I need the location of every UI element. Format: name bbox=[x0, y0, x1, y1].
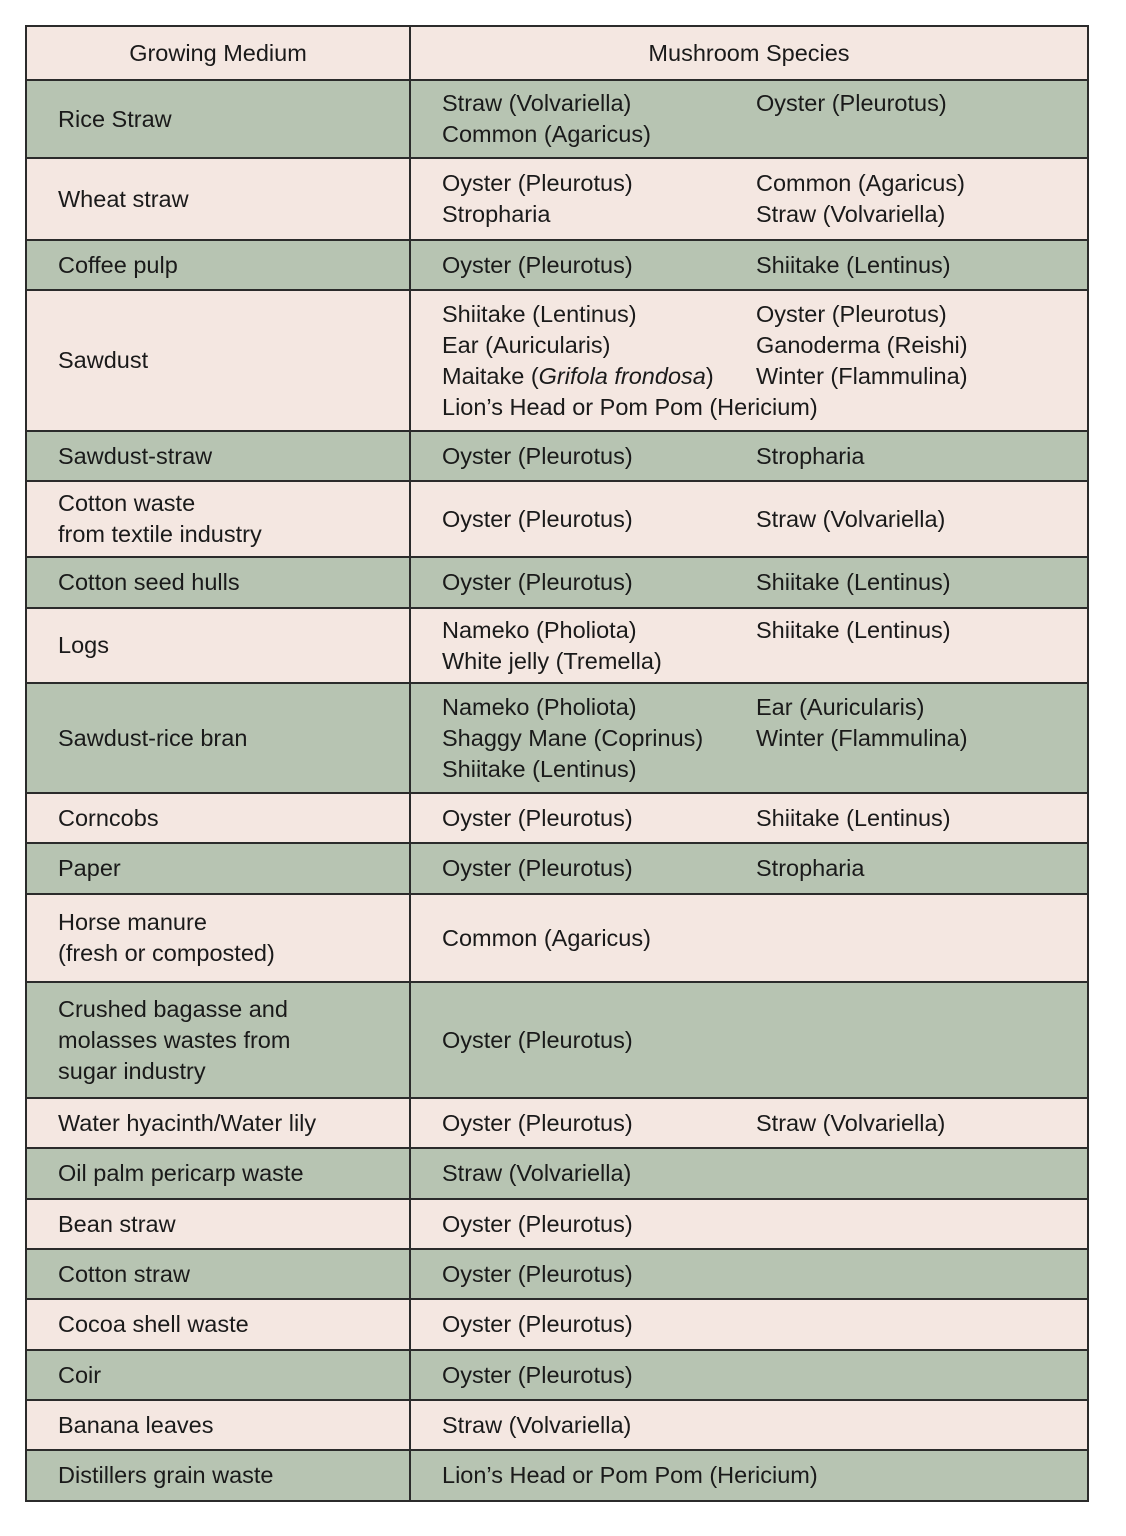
growing-medium-text: Coffee pulp bbox=[58, 251, 178, 278]
species-name: Shiitake (Lentinus) bbox=[756, 251, 951, 278]
species-name: Oyster (Pleurotus) bbox=[442, 1260, 633, 1287]
species-list bbox=[442, 923, 1087, 954]
species-name: Shiitake (Lentinus) bbox=[756, 804, 951, 831]
growing-medium-text: Water hyacinth/Water lily bbox=[58, 1109, 317, 1136]
species-list bbox=[442, 250, 1087, 281]
growing-medium-text: Oil palm pericarp waste bbox=[58, 1160, 304, 1186]
species-name: Maitake (Grifola frondosa) bbox=[442, 362, 714, 389]
growing-medium-text: Wheat straw bbox=[58, 185, 189, 212]
species-name: Oyster (Pleurotus) bbox=[756, 90, 947, 116]
growing-medium-text: Cotton straw bbox=[58, 1260, 190, 1287]
species-name: Ear (Auricularis) bbox=[442, 331, 611, 358]
species-name: Common (Agaricus) bbox=[442, 121, 651, 147]
species-name: Oyster (Pleurotus) bbox=[442, 1311, 633, 1337]
growing-medium-text: Corncobs bbox=[58, 804, 159, 831]
species-name: Ganoderma (Reishi) bbox=[756, 331, 968, 358]
growing-medium-cell bbox=[26, 158, 410, 240]
growing-medium-cell bbox=[26, 1148, 410, 1199]
table-row bbox=[26, 80, 1088, 158]
species-name: Ear (Auricularis) bbox=[756, 693, 925, 720]
growing-medium-cell bbox=[26, 843, 410, 894]
table-row bbox=[26, 1148, 1088, 1199]
growing-medium-text: Sawdust-rice bran bbox=[58, 724, 248, 751]
growing-medium-text: (fresh or composted) bbox=[58, 940, 275, 966]
mushroom-species-cell bbox=[410, 982, 1088, 1098]
table-row bbox=[26, 1299, 1088, 1350]
growing-medium-cell bbox=[26, 1249, 410, 1299]
species-name: White jelly (Tremella) bbox=[442, 647, 662, 674]
table-row bbox=[26, 431, 1088, 481]
species-name: Shiitake (Lentinus) bbox=[756, 569, 951, 595]
species-name: Winter (Flammulina) bbox=[756, 362, 968, 389]
growing-medium-cell bbox=[26, 1199, 410, 1249]
species-name: Straw (Volvariella) bbox=[442, 1160, 632, 1186]
mushroom-species-cell bbox=[410, 683, 1088, 793]
table-row bbox=[26, 843, 1088, 894]
species-name: Oyster (Pleurotus) bbox=[442, 1109, 633, 1136]
table-row bbox=[26, 608, 1088, 683]
growing-medium-cell bbox=[26, 1450, 410, 1501]
species-name: Oyster (Pleurotus) bbox=[442, 1361, 633, 1388]
growing-medium-text: Cocoa shell waste bbox=[58, 1311, 249, 1337]
species-name: Nameko (Pholiota) bbox=[442, 616, 637, 643]
species-list bbox=[442, 504, 1087, 535]
species-list bbox=[442, 1309, 1087, 1340]
table-row bbox=[26, 982, 1088, 1098]
mushroom-species-cell bbox=[410, 793, 1088, 843]
species-name: Straw (Volvariella) bbox=[756, 1109, 946, 1136]
species-name: Straw (Volvariella) bbox=[442, 1411, 632, 1438]
table-body bbox=[26, 80, 1088, 1501]
growing-medium-cell bbox=[26, 793, 410, 843]
growing-medium-text: Sawdust-straw bbox=[58, 442, 213, 469]
growing-medium-text: Sawdust bbox=[58, 347, 149, 373]
growing-medium-text: from textile industry bbox=[58, 521, 262, 547]
growing-medium-cell bbox=[26, 240, 410, 290]
mushroom-species-cell bbox=[410, 1450, 1088, 1501]
growing-medium-cell bbox=[26, 608, 410, 683]
growing-medium-cell bbox=[26, 481, 410, 557]
mushroom-species-cell bbox=[410, 158, 1088, 240]
table-row bbox=[26, 1199, 1088, 1249]
mushroom-species-cell bbox=[410, 481, 1088, 557]
table-row bbox=[26, 290, 1088, 431]
table-row bbox=[26, 240, 1088, 290]
species-name: Oyster (Pleurotus) bbox=[442, 1026, 633, 1053]
growing-medium-text: sugar industry bbox=[58, 1057, 206, 1084]
species-list bbox=[442, 441, 1087, 472]
growing-medium-cell bbox=[26, 80, 410, 158]
mushroom-species-cell bbox=[410, 1098, 1088, 1148]
species-name: Straw (Volvariella) bbox=[756, 505, 946, 532]
table-row bbox=[26, 557, 1088, 608]
mushroom-species-cell bbox=[410, 557, 1088, 608]
mushroom-species-cell bbox=[410, 240, 1088, 290]
species-name: Winter (Flammulina) bbox=[756, 724, 968, 751]
species-list bbox=[442, 1158, 1087, 1189]
mushroom-species-cell bbox=[410, 431, 1088, 481]
growing-medium-cell bbox=[26, 1299, 410, 1350]
species-name: Lion’s Head or Pom Pom (Hericium) bbox=[442, 393, 818, 420]
species-list bbox=[442, 1108, 1087, 1139]
growing-medium-text: Bean straw bbox=[58, 1210, 176, 1237]
table-row bbox=[26, 894, 1088, 982]
growing-medium-cell bbox=[26, 431, 410, 481]
species-name: Common (Agaricus) bbox=[442, 924, 651, 951]
mushroom-species-cell bbox=[410, 843, 1088, 894]
species-name: Lion’s Head or Pom Pom (Hericium) bbox=[442, 1462, 818, 1488]
growing-medium-cell bbox=[26, 1098, 410, 1148]
mushroom-medium-table bbox=[25, 25, 1089, 1502]
growing-medium-text: Distillers grain waste bbox=[58, 1462, 274, 1488]
species-list bbox=[442, 615, 1087, 677]
growing-medium-text: Horse manure bbox=[58, 909, 207, 935]
growing-medium-cell bbox=[26, 557, 410, 608]
species-name: Stropharia bbox=[756, 855, 865, 881]
species-name: Oyster (Pleurotus) bbox=[756, 300, 947, 327]
species-list bbox=[442, 88, 1087, 150]
species-name: Shiitake (Lentinus) bbox=[442, 755, 637, 782]
table-row bbox=[26, 481, 1088, 557]
species-name: Shiitake (Lentinus) bbox=[442, 300, 637, 327]
mushroom-species-cell bbox=[410, 290, 1088, 431]
species-list bbox=[442, 692, 1087, 785]
species-name: Straw (Volvariella) bbox=[442, 90, 632, 116]
species-name: Shaggy Mane (Coprinus) bbox=[442, 724, 704, 751]
species-name: Oyster (Pleurotus) bbox=[442, 251, 633, 278]
header-growing-medium: Growing Medium bbox=[26, 26, 410, 80]
table-row bbox=[26, 793, 1088, 843]
species-name: Straw (Volvariella) bbox=[756, 201, 946, 227]
species-list bbox=[442, 1025, 1087, 1056]
growing-medium-text: Crushed bagasse and bbox=[58, 995, 288, 1022]
table-row bbox=[26, 683, 1088, 793]
growing-medium-text: Paper bbox=[58, 855, 121, 881]
table-row bbox=[26, 158, 1088, 240]
growing-medium-cell bbox=[26, 683, 410, 793]
growing-medium-text: Cotton waste bbox=[58, 490, 196, 516]
species-name: Oyster (Pleurotus) bbox=[442, 855, 633, 881]
mushroom-species-cell bbox=[410, 1299, 1088, 1350]
growing-medium-text: Banana leaves bbox=[58, 1411, 214, 1438]
mushroom-species-cell bbox=[410, 894, 1088, 982]
species-list bbox=[442, 567, 1087, 598]
species-name: Common (Agaricus) bbox=[756, 170, 965, 196]
header-mushroom-species: Mushroom Species bbox=[410, 26, 1088, 80]
species-list bbox=[442, 1460, 1087, 1491]
growing-medium-cell bbox=[26, 1400, 410, 1450]
growing-medium-text: Logs bbox=[58, 632, 109, 658]
species-name: Oyster (Pleurotus) bbox=[442, 505, 633, 532]
species-name: Shiitake (Lentinus) bbox=[756, 616, 951, 643]
mushroom-species-cell bbox=[410, 1148, 1088, 1199]
growing-medium-cell bbox=[26, 290, 410, 431]
species-list bbox=[442, 299, 1087, 423]
species-list bbox=[442, 1209, 1087, 1240]
growing-medium-cell bbox=[26, 1350, 410, 1400]
table-row bbox=[26, 1249, 1088, 1299]
species-name: Oyster (Pleurotus) bbox=[442, 170, 633, 196]
species-name: Stropharia bbox=[756, 442, 865, 469]
species-name: Oyster (Pleurotus) bbox=[442, 804, 633, 831]
species-name: Stropharia bbox=[442, 201, 551, 227]
mushroom-species-cell bbox=[410, 1249, 1088, 1299]
mushroom-species-cell bbox=[410, 1199, 1088, 1249]
growing-medium-text: molasses wastes from bbox=[58, 1026, 291, 1053]
growing-medium-text: Cotton seed hulls bbox=[58, 569, 240, 595]
species-list bbox=[442, 1259, 1087, 1290]
species-list bbox=[442, 1360, 1087, 1391]
species-list bbox=[442, 803, 1087, 834]
mushroom-species-cell bbox=[410, 1400, 1088, 1450]
species-name: Nameko (Pholiota) bbox=[442, 693, 637, 720]
species-list bbox=[442, 1410, 1087, 1441]
species-list bbox=[442, 853, 1087, 884]
species-name: Oyster (Pleurotus) bbox=[442, 569, 633, 595]
mushroom-species-cell bbox=[410, 1350, 1088, 1400]
growing-medium-text: Coir bbox=[58, 1361, 102, 1388]
table-row bbox=[26, 1350, 1088, 1400]
table-row bbox=[26, 1098, 1088, 1148]
mushroom-species-cell bbox=[410, 608, 1088, 683]
growing-medium-cell bbox=[26, 894, 410, 982]
species-name: Oyster (Pleurotus) bbox=[442, 1210, 633, 1237]
species-name: Oyster (Pleurotus) bbox=[442, 442, 633, 469]
table-row bbox=[26, 1450, 1088, 1501]
table-row bbox=[26, 1400, 1088, 1450]
mushroom-species-cell bbox=[410, 80, 1088, 158]
header-row bbox=[26, 26, 1088, 80]
species-list bbox=[442, 168, 1087, 230]
growing-medium-cell bbox=[26, 982, 410, 1098]
growing-medium-text: Rice Straw bbox=[58, 105, 172, 132]
